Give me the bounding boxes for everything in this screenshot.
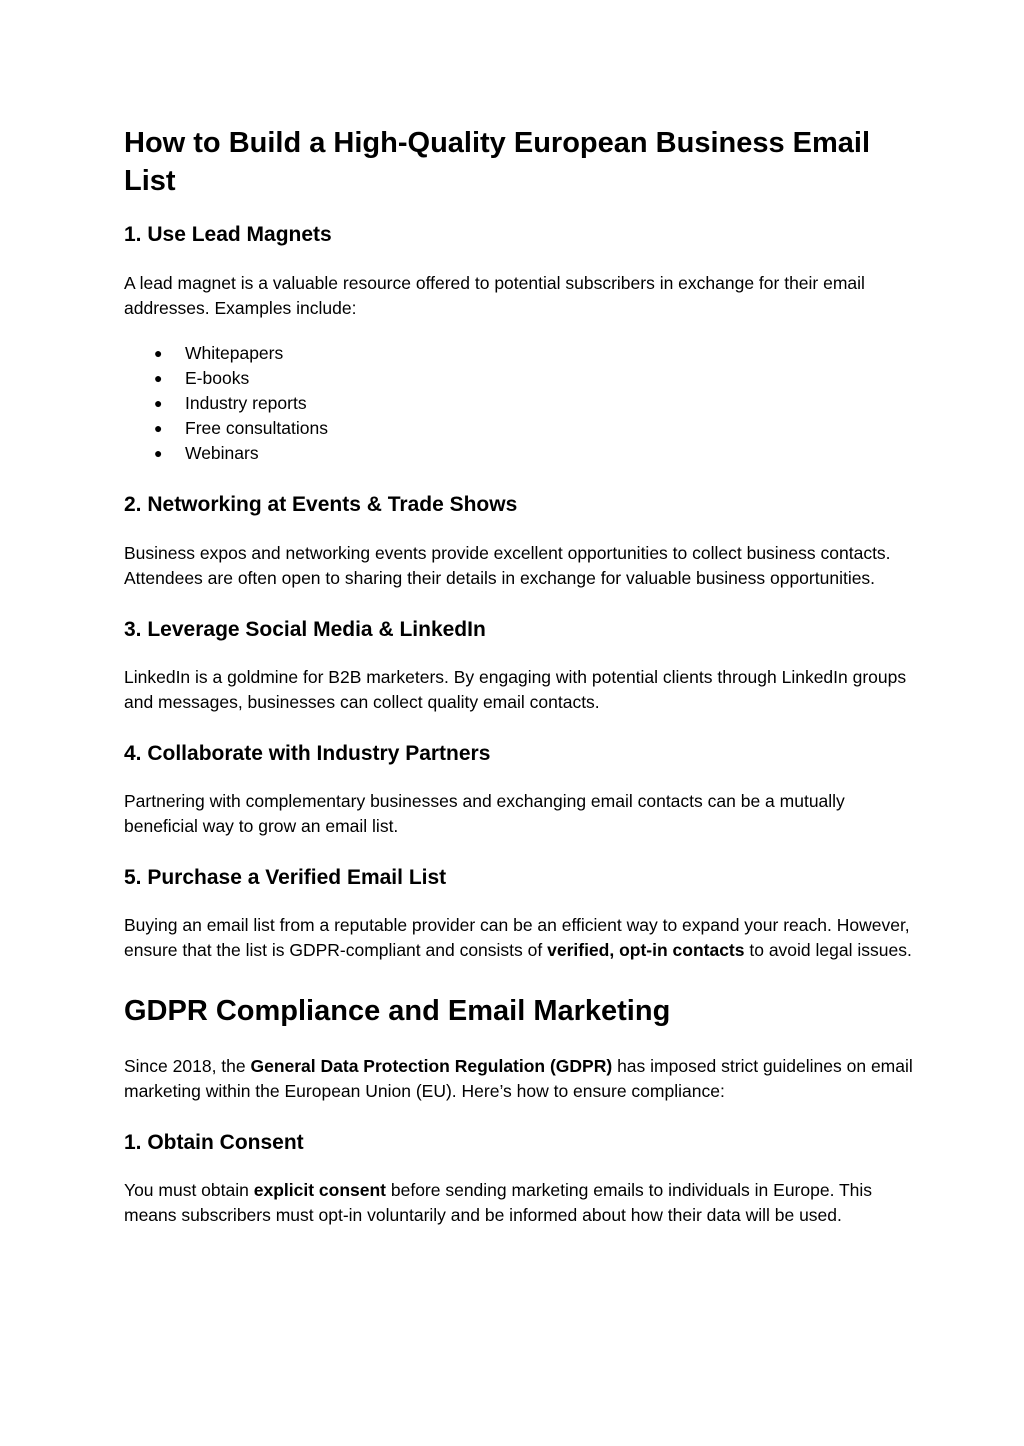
bold-text: explicit consent bbox=[253, 1180, 386, 1200]
section-heading-lead-magnets: 1. Use Lead Magnets bbox=[124, 223, 332, 246]
section-paragraph-partners: Partnering with complementary businesses and exchanging email contacts can be a mutually beneficial way to grow an email list. bbox=[124, 791, 845, 836]
list-item bbox=[124, 341, 914, 366]
section-heading-obtain-consent: 1. Obtain Consent bbox=[124, 1131, 304, 1154]
section-heading-social-media: 3. Leverage Social Media & LinkedIn bbox=[124, 618, 486, 641]
text-run: to avoid legal issues. bbox=[744, 940, 912, 960]
text-run: You must obtain bbox=[124, 1180, 254, 1200]
bold-text: General Data Protection Regulation (GDPR) bbox=[250, 1056, 613, 1076]
list-item bbox=[124, 416, 914, 441]
gdpr-intro-paragraph bbox=[124, 1054, 914, 1104]
list-item bbox=[124, 366, 914, 391]
section-paragraph-social-media: LinkedIn is a goldmine for B2B marketers. By engaging with potential clients through LinkedIn groups and messages, businesses can collect quality email contacts. bbox=[124, 667, 907, 712]
gdpr-section-title: GDPR Compliance and Email Marketing bbox=[124, 995, 671, 1027]
list-item bbox=[124, 391, 914, 416]
section-paragraph-obtain-consent bbox=[124, 1178, 914, 1228]
list-item-label: Industry reports bbox=[185, 393, 307, 413]
section-paragraph-networking: Business expos and networking events provide excellent opportunities to collect business contacts. Attendees are often open to sharing their details in exchange for valuable business opportunities. bbox=[124, 543, 891, 588]
section-heading-networking: 2. Networking at Events & Trade Shows bbox=[124, 493, 518, 516]
list-item-label: Webinars bbox=[185, 443, 259, 463]
document-title: How to Build a High-Quality European Business Email List bbox=[124, 127, 871, 197]
bullet-icon: ● bbox=[154, 395, 163, 411]
list-item bbox=[124, 441, 914, 466]
list-item-label: Whitepapers bbox=[185, 343, 284, 363]
list-item-label: E-books bbox=[185, 368, 250, 388]
lead-magnet-examples-list bbox=[124, 341, 914, 466]
bullet-icon: ● bbox=[154, 370, 163, 386]
section-heading-verified-list: 5. Purchase a Verified Email List bbox=[124, 866, 447, 889]
text-run: Since 2018, the bbox=[124, 1056, 251, 1076]
bullet-icon: ● bbox=[154, 445, 163, 461]
section-heading-partners: 4. Collaborate with Industry Partners bbox=[124, 742, 491, 765]
bullet-icon: ● bbox=[154, 420, 163, 436]
section-paragraph-verified-list bbox=[124, 913, 914, 963]
text-run: before sending marketing emails to individuals in Europe. This means subscribers must opt-in voluntarily and be informed about how their data will be used. bbox=[124, 1180, 873, 1225]
list-item-label: Free consultations bbox=[185, 418, 328, 438]
text-run: has imposed strict guidelines on email marketing within the European Union (EU). Here’s how to ensure compliance: bbox=[124, 1056, 913, 1101]
section-paragraph-lead-magnets: A lead magnet is a valuable resource offered to potential subscribers in exchange for their email addresses. Examples include: bbox=[124, 273, 865, 318]
bold-text: verified, opt-in contacts bbox=[547, 940, 745, 960]
text-run: Buying an email list from a reputable provider can be an efficient way to expand your reach. However, ensure that the list is GDPR-compliant and consists of bbox=[124, 915, 910, 960]
bullet-icon: ● bbox=[154, 345, 163, 361]
